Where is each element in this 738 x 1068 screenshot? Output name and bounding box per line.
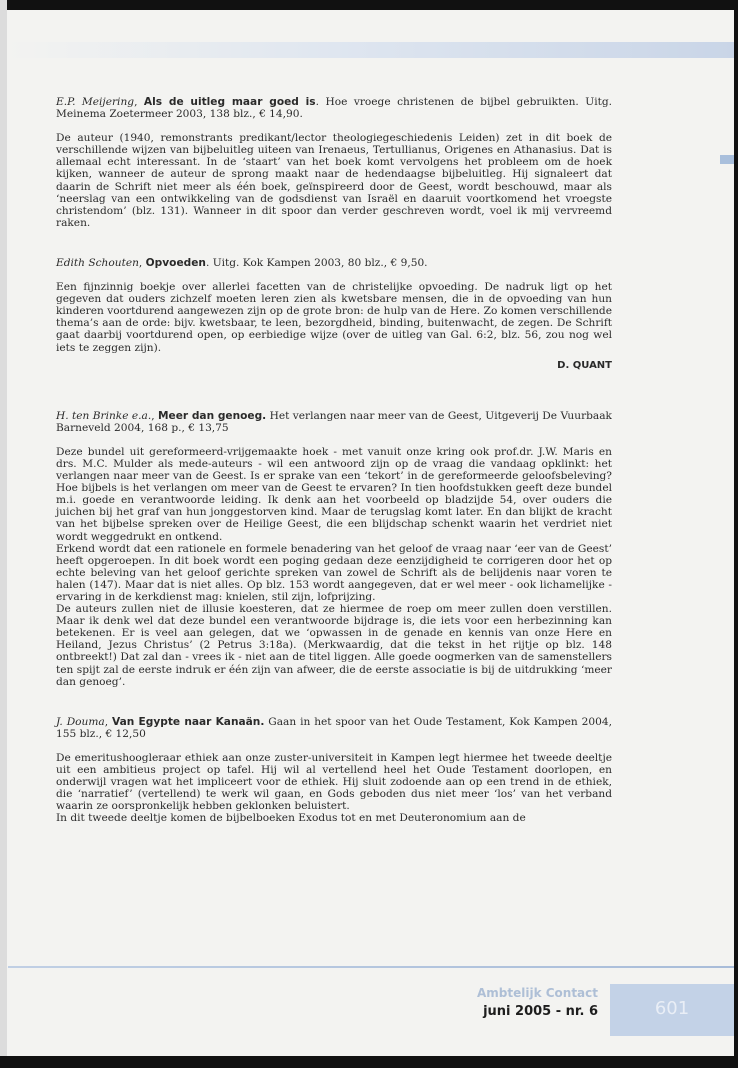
review-paragraph: De auteur (1940, remonstrants predikant/lector theologiegeschiedenis Leiden) zet in dit boek de verschillende wijzen van bijbeluitleg uiteen van Irenaeus, Tertullianus, Origenes en Athanasius. Dat is allemaal echt interessant. In de ‘staart’ van het boek komt vervolgens het probleem om de hoek kijken, wanneer de auteur de sprong maakt naar de hedendaagse bijbeluitleg. Hij signaleert dat daarin de Schrift niet meer als één boek, geïnspireerd door de Geest, wordt beschouwd, maar als ‘neerslag van een ontwikkeling van de godsdienst van Israël en daaruit voortkomend het vroegste christendom’ (blz. 131). Wanneer in dit spoor dan verder geschreven wordt, voel ik mij vervreemd raken. [56, 132, 612, 229]
book-author: E.P. Meijering [56, 96, 135, 108]
book-reference: J. Douma, Van Egypte naar Kanaän. Gaan in het spoor van het Oude Testament, Kok Kampen 2004, 155 blz., € 12,50 [56, 715, 612, 740]
scan-edge-bottom [0, 1056, 738, 1068]
book-author: J. Douma [56, 715, 105, 728]
footer-rule [8, 966, 734, 968]
scan-edge-right [734, 0, 738, 1068]
journal-name: Ambtelijk Contact [476, 986, 598, 1000]
review-ten-brinke [56, 410, 612, 688]
book-reference: Edith Schouten, Opvoeden. Uitg. Kok Kampen 2003, 80 blz., € 9,50. [56, 256, 428, 269]
book-details: . Hoe vroege christenen de bijbel gebruikten. Uitg. Meinema Zoetermeer 2003, 138 blz., € 14,90. [56, 96, 613, 121]
page-number: 601 [654, 998, 690, 1019]
review-schouten [56, 257, 612, 372]
book-details: Gaan in het spoor van het Oude Testament, Kok Kampen 2004, 155 blz., € 12,50 [56, 715, 612, 740]
review-column [56, 96, 612, 825]
scan-edge-left [0, 0, 7, 1068]
reviewer-signature: D. QUANT [557, 359, 612, 371]
book-title: Als de uitleg maar goed is [143, 96, 316, 108]
scan-edge-top [0, 0, 738, 10]
review-douma [56, 716, 612, 825]
book-details: Het verlangen naar meer van de Geest, Uitgeverij De Vuurbaak Barneveld 2004, 168 p., € 13,75 [56, 409, 612, 434]
book-title: Van Egypte naar Kanaän. [112, 715, 265, 728]
review-paragraph: De emeritushoogleraar ethiek aan onze zuster-universiteit in Kampen legt hiermee het tweede deeltje uit een ambitieus project op tafel. Hij wil al vertellend heel het Oude Testament doorlopen, en onderwijl vragen wat het impliceert voor de ethiek. Hij sluit zodoende aan op een trend in de ethiek, die ‘narratief’ (vertellend) te werk wil gaan, en Gods geboden dus niet meer ‘los’ van het verband waarin ze oorspronkelijk hebben geklonken beluistert. [56, 751, 612, 813]
book-details: . Uitg. Kok Kampen 2003, 80 blz., € 9,50. [205, 256, 428, 269]
review-paragraph: Erkend wordt dat een rationele en formele benadering van het geloof de vraag naar ‘eer van de Geest’ heeft opgeroepen. In dit boek wordt een poging gedaan deze eenzijdigheid te corrigeren door het op echte beleving van het geloof gerichte spreken van zowel de Schrift als de belijdenis naar voren te halen (147). Maar dat is niet alles. Op blz. 153 wordt aangegeven, dat er wel meer - ook lichamelijke - ervaring in de kerkdienst mag: knielen, stil zijn, lofprijzing. [56, 542, 612, 603]
book-title: Opvoeden [145, 256, 206, 269]
review-paragraph: Een fijnzinnig boekje over allerlei facetten van de christelijke opvoeding. De nadruk ligt op het gegeven dat ouders zichzelf moeten leren zien als kwetsbare mensen, die in de opvoeding van hun kinderen voortdurend aangewezen zijn op de grote bron: de hulp van de Here. Zo komen verschillende thema’s aan de orde: bijv. kwetsbaar, te leen, bezorgdheid, binding, buitenwacht, de zegen. De Schrift gaat daarbij voortdurend open, op eerbiedige wijze (over de uitleg van Gal. 6:2, blz. 56, zou nog wel iets te zeggen zijn). [56, 281, 612, 354]
book-author: Edith Schouten [56, 256, 139, 269]
review-paragraph: Deze bundel uit gereformeerd-vrijgemaakte hoek - met vanuit onze kring ook prof.dr. J.W. Maris en drs. M.C. Mulder als mede-auteurs - wil een antwoord zijn op de vraag die vandaag opklinkt: het verlangen naar meer van de Geest. Is er sprake van een ‘tekort’ in de gereformeerde geloofsbeleving? Hoe bijbels is het verlangen om meer van de Geest te ervaren? In tien hoofdstukken geeft deze bundel m.i. goede en verantwoorde leiding. Ik denk aan het voorbeeld op bladzijde 54, over ouders die juichen bij het graf van hun jonggestorven kind. Maar de terugslag komt later. En dan blijkt de kracht van het bijbelse spreken over de Heilige Geest, die een blijdschap schenkt waarin het verdriet niet wordt weggedrukt en ontkend. [56, 445, 612, 543]
header-band [8, 42, 734, 58]
review-paragraph: In dit tweede deeltje komen de bijbelboeken Exodus tot en met Deuteronomium aan de [56, 812, 526, 825]
review-paragraph: De auteurs zullen niet de illusie koesteren, dat ze hiermee de roep om meer zullen doen verstillen. Maar ik denk wel dat deze bundel een verantwoorde bijdrage is, die iets voor een herbezinning kan betekenen. Er is veel aan gelegen, dat we ‘opwassen in de genade en kennis van onze Here en Heiland, Jezus Christus’ (2 Petrus 3:18a). (Merkwaardig, dat die tekst in het rijtje op blz. 148 ontbreekt!) Dat zal dan - vrees ik - niet aan de titel liggen. Alle goede oogmerken van de samenstellers ten spijt zal de eerste indruk er één zijn van afweer, die de eerste associatie is bij de uitdrukking ‘meer dan genoeg’. [56, 603, 612, 688]
book-title: Meer dan genoeg. [157, 409, 267, 422]
book-author: H. ten Brinke e.a. [56, 409, 152, 422]
side-tab-marker [720, 155, 734, 164]
book-reference: H. ten Brinke e.a., Meer dan genoeg. Het verlangen naar meer van de Geest, Uitgeverij De Vuurbaak Barneveld 2004, 168 p., € 13,75 [56, 409, 612, 434]
issue-label: juni 2005 - nr. 6 [483, 1004, 598, 1019]
book-reference: E.P. Meijering, Als de uitleg maar goed is. Hoe vroege christenen de bijbel gebruikten. Uitg. Meinema Zoetermeer 2003, 138 blz., € 14,90. [56, 96, 613, 121]
review-meijering [56, 96, 612, 229]
